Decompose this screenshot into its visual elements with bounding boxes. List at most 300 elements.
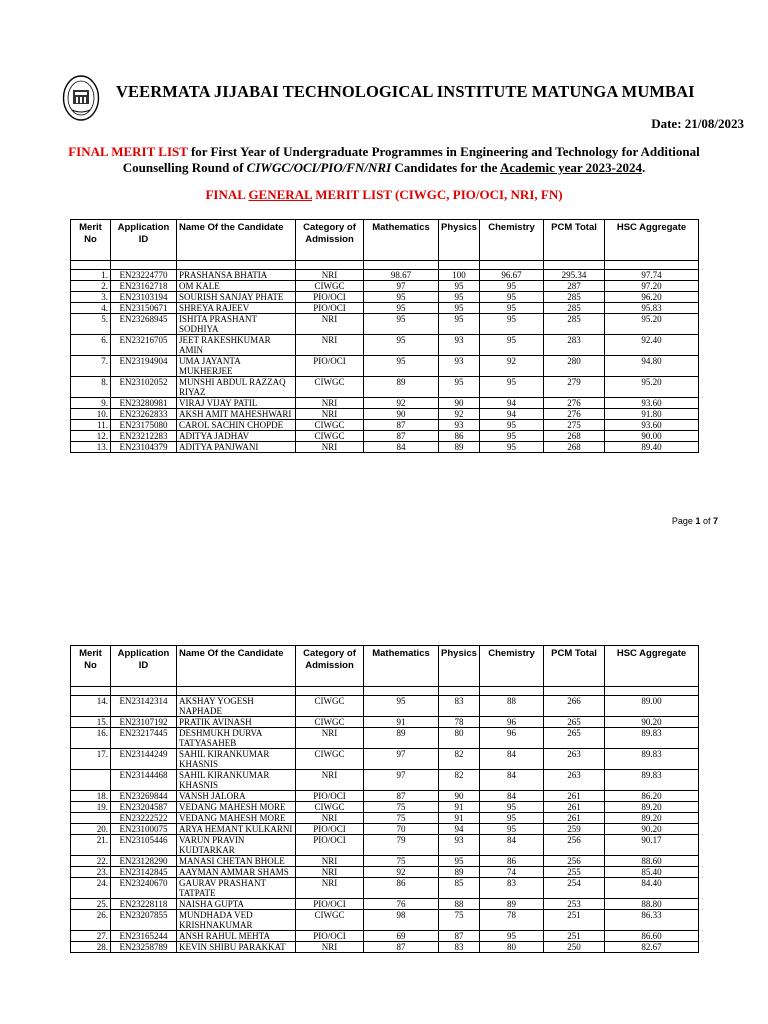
cell-category: CIWGC — [296, 802, 364, 813]
cell-candidate-name: SHREYA RAJEEV — [177, 303, 296, 314]
cell-physics: 89 — [439, 442, 480, 453]
header-merit-no: Merit No — [71, 646, 111, 687]
cell-hsc-aggregate: 91.80 — [605, 409, 699, 420]
cell-merit-no: 14. — [71, 696, 111, 717]
header-physics: Physics — [439, 220, 480, 261]
list-subtitle — [0, 187, 768, 203]
table-row — [71, 696, 699, 717]
cell-application-id: EN23150671 — [111, 303, 177, 314]
cell-pcm-total: 283 — [544, 335, 605, 356]
spacer-cell — [439, 687, 480, 696]
cell-chemistry: 80 — [480, 942, 544, 953]
table-row — [71, 910, 699, 931]
cell-mathematics: 87 — [364, 431, 439, 442]
intro-part1: for First Year of Undergraduate Programmes in Engineering and Technology for Additional Counselling Round of — [122, 144, 700, 175]
spacer-cell — [544, 687, 605, 696]
header-candidate-name: Name Of the Candidate — [177, 646, 296, 687]
cell-physics: 88 — [439, 899, 480, 910]
table-row — [71, 442, 699, 453]
page-number — [672, 516, 718, 526]
spacer-cell — [480, 687, 544, 696]
cell-merit-no: 15. — [71, 717, 111, 728]
cell-application-id: EN23175080 — [111, 420, 177, 431]
cell-physics: 95 — [439, 292, 480, 303]
cell-candidate-name: VARUN PRAVIN KUDTARKAR — [177, 835, 296, 856]
cell-chemistry: 92 — [480, 356, 544, 377]
cell-application-id: EN23224770 — [111, 270, 177, 281]
cell-chemistry: 94 — [480, 409, 544, 420]
cell-pcm-total: 259 — [544, 824, 605, 835]
cell-pcm-total: 295.34 — [544, 270, 605, 281]
cell-category: CIWGC — [296, 696, 364, 717]
header-category: Category of Admission — [296, 646, 364, 687]
cell-merit-no — [71, 770, 111, 791]
cell-hsc-aggregate: 94.80 — [605, 356, 699, 377]
cell-category: NRI — [296, 770, 364, 791]
cell-candidate-name: OM KALE — [177, 281, 296, 292]
cell-mathematics: 95 — [364, 356, 439, 377]
cell-chemistry: 84 — [480, 749, 544, 770]
page-total: 7 — [712, 516, 718, 526]
table-row — [71, 899, 699, 910]
table-row — [71, 431, 699, 442]
cell-candidate-name: PRASHANSA BHATIA — [177, 270, 296, 281]
table-row — [71, 281, 699, 292]
cell-pcm-total: 253 — [544, 899, 605, 910]
cell-candidate-name: MUNSHI ABDUL RAZZAQ RIYAZ — [177, 377, 296, 398]
header-mathematics: Mathematics — [364, 646, 439, 687]
cell-chemistry: 94 — [480, 398, 544, 409]
cell-application-id: EN23142845 — [111, 867, 177, 878]
cell-pcm-total: 268 — [544, 431, 605, 442]
cell-pcm-total: 268 — [544, 442, 605, 453]
table-row — [71, 335, 699, 356]
cell-chemistry: 95 — [480, 420, 544, 431]
cell-hsc-aggregate: 90.00 — [605, 431, 699, 442]
cell-application-id: EN23204587 — [111, 802, 177, 813]
cell-category: PIO/OCI — [296, 835, 364, 856]
cell-mathematics: 95 — [364, 335, 439, 356]
cell-category: CIWGC — [296, 910, 364, 931]
cell-physics: 95 — [439, 377, 480, 398]
cell-physics: 86 — [439, 431, 480, 442]
cell-application-id: EN23142314 — [111, 696, 177, 717]
cell-physics: 95 — [439, 314, 480, 335]
cell-merit-no: 9. — [71, 398, 111, 409]
cell-category: NRI — [296, 856, 364, 867]
header-mathematics: Mathematics — [364, 220, 439, 261]
spacer-cell — [605, 687, 699, 696]
table-spacer-row — [71, 687, 699, 696]
cell-chemistry: 95 — [480, 813, 544, 824]
cell-physics: 93 — [439, 356, 480, 377]
cell-pcm-total: 254 — [544, 878, 605, 899]
cell-application-id: EN23216705 — [111, 335, 177, 356]
cell-physics: 91 — [439, 813, 480, 824]
cell-pcm-total: 285 — [544, 314, 605, 335]
cell-chemistry: 86 — [480, 856, 544, 867]
cell-pcm-total: 261 — [544, 791, 605, 802]
cell-merit-no: 11. — [71, 420, 111, 431]
header-hsc-aggregate: HSC Aggregate — [605, 646, 699, 687]
cell-candidate-name: VANSH JALORA — [177, 791, 296, 802]
cell-application-id: EN23228118 — [111, 899, 177, 910]
cell-physics: 82 — [439, 770, 480, 791]
intro-part2: Candidates for the — [391, 160, 500, 175]
cell-application-id: EN23105446 — [111, 835, 177, 856]
cell-category: CIWGC — [296, 420, 364, 431]
cell-application-id: EN23240670 — [111, 878, 177, 899]
cell-merit-no: 16. — [71, 728, 111, 749]
header-application-id: Application ID — [111, 646, 177, 687]
table-body-page-1 — [71, 261, 699, 453]
spacer-cell — [480, 261, 544, 270]
page-2 — [0, 570, 768, 1024]
cell-merit-no: 5. — [71, 314, 111, 335]
cell-application-id: EN23212283 — [111, 431, 177, 442]
cell-physics: 89 — [439, 867, 480, 878]
cell-merit-no: 19. — [71, 802, 111, 813]
cell-hsc-aggregate: 88.60 — [605, 856, 699, 867]
table-row — [71, 802, 699, 813]
cell-merit-no: 24. — [71, 878, 111, 899]
cell-physics: 93 — [439, 420, 480, 431]
cell-hsc-aggregate: 84.40 — [605, 878, 699, 899]
spacer-cell — [544, 261, 605, 270]
cell-category: PIO/OCI — [296, 303, 364, 314]
cell-application-id: EN23104379 — [111, 442, 177, 453]
cell-candidate-name: MANASI CHETAN BHOLE — [177, 856, 296, 867]
cell-chemistry: 95 — [480, 314, 544, 335]
cell-hsc-aggregate: 86.33 — [605, 910, 699, 931]
cell-merit-no: 18. — [71, 791, 111, 802]
table-row — [71, 770, 699, 791]
header-chemistry: Chemistry — [480, 220, 544, 261]
cell-candidate-name: PRATIK AVINASH — [177, 717, 296, 728]
spacer-cell — [71, 687, 111, 696]
cell-merit-no: 13. — [71, 442, 111, 453]
cell-candidate-name: UMA JAYANTA MUKHERJEE — [177, 356, 296, 377]
cell-category: NRI — [296, 942, 364, 953]
cell-merit-no: 22. — [71, 856, 111, 867]
cell-pcm-total: 250 — [544, 942, 605, 953]
cell-pcm-total: 251 — [544, 931, 605, 942]
cell-candidate-name: SOURISH SANJAY PHATE — [177, 292, 296, 303]
cell-chemistry: 95 — [480, 802, 544, 813]
cell-merit-no: 20. — [71, 824, 111, 835]
institute-title: VEERMATA JIJABAI TECHNOLOGICAL INSTITUTE MATUNGA MUMBAI — [116, 82, 695, 101]
cell-hsc-aggregate: 86.20 — [605, 791, 699, 802]
header-merit-no: Merit No — [71, 220, 111, 261]
cell-merit-no: 8. — [71, 377, 111, 398]
cell-pcm-total: 251 — [544, 910, 605, 931]
cell-mathematics: 76 — [364, 899, 439, 910]
cell-hsc-aggregate: 89.83 — [605, 770, 699, 791]
cell-pcm-total: 261 — [544, 813, 605, 824]
cell-physics: 82 — [439, 749, 480, 770]
cell-category: NRI — [296, 867, 364, 878]
spacer-cell — [296, 687, 364, 696]
cell-mathematics: 97 — [364, 770, 439, 791]
cell-application-id: EN23144468 — [111, 770, 177, 791]
cell-application-id: EN23144249 — [111, 749, 177, 770]
cell-chemistry: 96.67 — [480, 270, 544, 281]
cell-hsc-aggregate: 92.40 — [605, 335, 699, 356]
cell-candidate-name: GAURAV PRASHANT TATPATE — [177, 878, 296, 899]
cell-hsc-aggregate: 89.00 — [605, 696, 699, 717]
cell-mathematics: 87 — [364, 942, 439, 953]
cell-chemistry: 95 — [480, 431, 544, 442]
cell-chemistry: 88 — [480, 696, 544, 717]
cell-category: NRI — [296, 270, 364, 281]
cell-physics: 83 — [439, 942, 480, 953]
cell-category: PIO/OCI — [296, 356, 364, 377]
cell-pcm-total: 276 — [544, 409, 605, 420]
spacer-cell — [177, 687, 296, 696]
cell-candidate-name: VIRAJ VIJAY PATIL — [177, 398, 296, 409]
cell-merit-no: 6. — [71, 335, 111, 356]
cell-candidate-name: NAISHA GUPTA — [177, 899, 296, 910]
cell-hsc-aggregate: 90.20 — [605, 824, 699, 835]
cell-hsc-aggregate: 89.40 — [605, 442, 699, 453]
cell-application-id: EN23162718 — [111, 281, 177, 292]
cell-category: CIWGC — [296, 281, 364, 292]
header-chemistry: Chemistry — [480, 646, 544, 687]
spacer-cell — [605, 261, 699, 270]
cell-hsc-aggregate: 89.83 — [605, 749, 699, 770]
cell-physics: 78 — [439, 717, 480, 728]
cell-merit-no: 12. — [71, 431, 111, 442]
cell-physics: 75 — [439, 910, 480, 931]
table-row — [71, 409, 699, 420]
cell-hsc-aggregate: 93.60 — [605, 398, 699, 409]
cell-application-id: EN23100075 — [111, 824, 177, 835]
page-break — [0, 556, 768, 570]
cell-pcm-total: 261 — [544, 802, 605, 813]
intro-categories: CIWGC/OCI/PIO/FN/NRI — [246, 160, 392, 175]
cell-category: CIWGC — [296, 749, 364, 770]
cell-category: PIO/OCI — [296, 931, 364, 942]
cell-merit-no: 27. — [71, 931, 111, 942]
cell-chemistry: 95 — [480, 442, 544, 453]
cell-physics: 87 — [439, 931, 480, 942]
cell-application-id: EN23128290 — [111, 856, 177, 867]
cell-physics: 92 — [439, 409, 480, 420]
cell-physics: 83 — [439, 696, 480, 717]
cell-mathematics: 86 — [364, 878, 439, 899]
spacer-cell — [364, 261, 439, 270]
cell-physics: 95 — [439, 281, 480, 292]
cell-application-id: EN23269844 — [111, 791, 177, 802]
header-application-id: Application ID — [111, 220, 177, 261]
cell-mathematics: 70 — [364, 824, 439, 835]
cell-hsc-aggregate: 93.60 — [605, 420, 699, 431]
cell-physics: 91 — [439, 802, 480, 813]
cell-category: NRI — [296, 409, 364, 420]
cell-merit-no: 23. — [71, 867, 111, 878]
cell-mathematics: 95 — [364, 696, 439, 717]
cell-pcm-total: 256 — [544, 856, 605, 867]
cell-mathematics: 91 — [364, 717, 439, 728]
cell-physics: 94 — [439, 824, 480, 835]
header-physics: Physics — [439, 646, 480, 687]
cell-chemistry: 95 — [480, 335, 544, 356]
cell-chemistry: 78 — [480, 910, 544, 931]
table-row — [71, 749, 699, 770]
cell-pcm-total: 280 — [544, 356, 605, 377]
spacer-cell — [71, 261, 111, 270]
cell-mathematics: 75 — [364, 813, 439, 824]
spacer-cell — [177, 261, 296, 270]
cell-category: NRI — [296, 728, 364, 749]
cell-category: NRI — [296, 878, 364, 899]
cell-candidate-name: ADITYA JADHAV — [177, 431, 296, 442]
cell-pcm-total: 263 — [544, 770, 605, 791]
cell-mathematics: 97 — [364, 749, 439, 770]
page-label: Page — [671, 516, 696, 526]
cell-hsc-aggregate: 97.20 — [605, 281, 699, 292]
header-pcm-total: PCM Total — [544, 220, 605, 261]
cell-hsc-aggregate: 95.83 — [605, 303, 699, 314]
cell-chemistry: 95 — [480, 931, 544, 942]
cell-candidate-name: VEDANG MAHESH MORE — [177, 813, 296, 824]
cell-application-id: EN23217445 — [111, 728, 177, 749]
cell-merit-no: 1. — [71, 270, 111, 281]
subtitle-post: MERIT LIST (CIWGC, PIO/OCI, NRI, FN) — [312, 187, 563, 202]
cell-mathematics: 79 — [364, 835, 439, 856]
cell-pcm-total: 276 — [544, 398, 605, 409]
header-category: Category of Admission — [296, 220, 364, 261]
table-header-row — [71, 646, 699, 687]
cell-category: NRI — [296, 314, 364, 335]
table-row — [71, 292, 699, 303]
header-candidate-name: Name Of the Candidate — [177, 220, 296, 261]
subtitle-underlined: GENERAL — [248, 187, 313, 202]
cell-category: CIWGC — [296, 377, 364, 398]
table-row — [71, 398, 699, 409]
cell-pcm-total: 263 — [544, 749, 605, 770]
table-row — [71, 314, 699, 335]
cell-chemistry: 95 — [480, 281, 544, 292]
cell-application-id: EN23107192 — [111, 717, 177, 728]
cell-physics: 85 — [439, 878, 480, 899]
cell-hsc-aggregate: 89.20 — [605, 813, 699, 824]
cell-candidate-name: JEET RAKESHKUMAR AMIN — [177, 335, 296, 356]
cell-category: PIO/OCI — [296, 292, 364, 303]
cell-physics: 95 — [439, 856, 480, 867]
cell-mathematics: 89 — [364, 377, 439, 398]
cell-candidate-name: ARYA HEMANT KULKARNI — [177, 824, 296, 835]
cell-pcm-total: 275 — [544, 420, 605, 431]
cell-pcm-total: 255 — [544, 867, 605, 878]
spacer-cell — [439, 261, 480, 270]
cell-merit-no: 2. — [71, 281, 111, 292]
page-of: of — [700, 516, 713, 526]
table-row — [71, 878, 699, 899]
cell-candidate-name: VEDANG MAHESH MORE — [177, 802, 296, 813]
cell-hsc-aggregate: 95.20 — [605, 314, 699, 335]
table-row — [71, 856, 699, 867]
cell-mathematics: 98.67 — [364, 270, 439, 281]
spacer-cell — [111, 261, 177, 270]
cell-candidate-name: DESHMUKH DURVA TATYASAHEB — [177, 728, 296, 749]
cell-category: PIO/OCI — [296, 791, 364, 802]
cell-chemistry: 84 — [480, 770, 544, 791]
cell-mathematics: 92 — [364, 867, 439, 878]
cell-chemistry: 83 — [480, 878, 544, 899]
cell-application-id: EN23258789 — [111, 942, 177, 953]
cell-application-id: EN23102052 — [111, 377, 177, 398]
cell-physics: 80 — [439, 728, 480, 749]
cell-merit-no: 17. — [71, 749, 111, 770]
cell-pcm-total: 256 — [544, 835, 605, 856]
table-row — [71, 270, 699, 281]
header-hsc-aggregate: HSC Aggregate — [605, 220, 699, 261]
cell-hsc-aggregate: 96.20 — [605, 292, 699, 303]
cell-merit-no: 25. — [71, 899, 111, 910]
cell-application-id: EN23165244 — [111, 931, 177, 942]
cell-candidate-name: ADITYA PANJWANI — [177, 442, 296, 453]
cell-candidate-name: MUNDHADA VED KRISHNAKUMAR — [177, 910, 296, 931]
table-row — [71, 728, 699, 749]
cell-category: CIWGC — [296, 717, 364, 728]
cell-mathematics: 75 — [364, 856, 439, 867]
table-row — [71, 942, 699, 953]
intro-academic-year: Academic year 2023-2024 — [499, 160, 642, 175]
cell-hsc-aggregate: 95.20 — [605, 377, 699, 398]
table-row — [71, 931, 699, 942]
cell-mathematics: 69 — [364, 931, 439, 942]
intro-lead: FINAL MERIT LIST — [68, 144, 188, 159]
cell-merit-no: 3. — [71, 292, 111, 303]
cell-merit-no: 10. — [71, 409, 111, 420]
cell-candidate-name: ISHITA PRASHANT SODHIYA — [177, 314, 296, 335]
table-row — [71, 813, 699, 824]
cell-merit-no: 7. — [71, 356, 111, 377]
cell-application-id: EN23207855 — [111, 910, 177, 931]
subtitle-pre: FINAL — [205, 187, 249, 202]
cell-pcm-total: 287 — [544, 281, 605, 292]
cell-hsc-aggregate: 86.60 — [605, 931, 699, 942]
cell-merit-no: 28. — [71, 942, 111, 953]
cell-chemistry: 84 — [480, 835, 544, 856]
cell-candidate-name: CAROL SACHIN CHOPDE — [177, 420, 296, 431]
cell-chemistry: 95 — [480, 377, 544, 398]
cell-mathematics: 92 — [364, 398, 439, 409]
cell-merit-no: 21. — [71, 835, 111, 856]
cell-hsc-aggregate: 88.80 — [605, 899, 699, 910]
intro-end: . — [641, 160, 646, 175]
table-body-page-2 — [71, 687, 699, 953]
cell-physics: 90 — [439, 791, 480, 802]
cell-candidate-name: ANSH RAHUL MEHTA — [177, 931, 296, 942]
cell-chemistry: 95 — [480, 824, 544, 835]
list-date: Date: 21/08/2023 — [651, 116, 744, 131]
cell-pcm-total: 285 — [544, 292, 605, 303]
table-row — [71, 377, 699, 398]
cell-hsc-aggregate: 89.20 — [605, 802, 699, 813]
cell-chemistry: 84 — [480, 791, 544, 802]
cell-category: CIWGC — [296, 431, 364, 442]
cell-hsc-aggregate: 90.17 — [605, 835, 699, 856]
cell-merit-no — [71, 813, 111, 824]
cell-chemistry: 96 — [480, 717, 544, 728]
cell-application-id: EN23222522 — [111, 813, 177, 824]
institute-seal-icon — [62, 74, 100, 122]
cell-application-id: EN23268945 — [111, 314, 177, 335]
spacer-cell — [364, 687, 439, 696]
merit-table-page-1 — [70, 219, 699, 453]
